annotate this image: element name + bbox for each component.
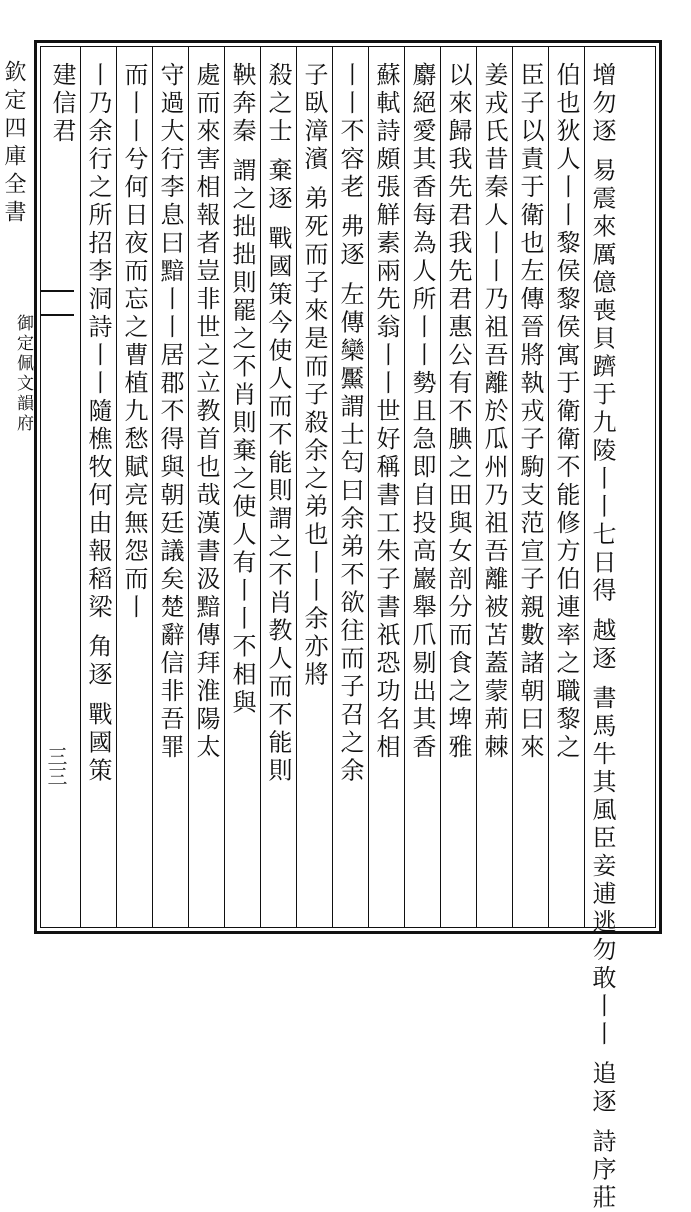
- text-column: 守過大行李息曰黯丨丨居郡不得與朝廷議矣楚辭信非吾罪: [156, 62, 184, 762]
- column-divider: [152, 46, 153, 928]
- text-column: 殺之士 棄逐 戰國策今使人而不能則謂之不肖教人而不能則: [264, 62, 292, 786]
- column-divider: [188, 46, 189, 928]
- text-column: 以來歸我先君我先君惠公有不腆之田與女剖分而食之埤雅: [444, 62, 472, 762]
- text-column: 伯也狄人丨丨黎侯黎侯寓于衛衛不能修方伯連率之職黎之: [552, 62, 580, 762]
- text-column: 臣子以責于衛也左傳晉將執戎子駒支范宣子親數諸朝曰來: [516, 62, 544, 762]
- text-column: 子臥漳濱 弟死而子來是而子殺余之弟也丨丨余亦將: [300, 62, 328, 690]
- column-divider: [440, 46, 441, 928]
- text-column: 處而來害相報者豈非世之立教首也哉漢書汲黯傳拜淮陽太: [192, 62, 220, 762]
- collection-title: 欽定四庫全書: [1, 60, 26, 228]
- text-column: 建信君: [48, 62, 76, 146]
- column-divider: [80, 46, 81, 928]
- column-divider: [224, 46, 225, 928]
- text-column: 鞅奔秦 謂之拙拙則罷之不肖則棄之使人有丨丨不相與: [228, 62, 256, 718]
- text-column: 丨丨不容老 弗逐 左傳欒黶謂士匄曰余弟不欲往而子召之余: [336, 62, 364, 786]
- column-divider: [584, 46, 585, 928]
- column-divider: [332, 46, 333, 928]
- text-column: 蘇軾詩頗張觧素兩先翁丨丨世好稱書工朱子書祇恐功名相: [372, 62, 400, 762]
- text-column: 麝絕愛其香每為人所丨丨勢且急即自投高巖舉爪剔出其香: [408, 62, 436, 762]
- column-divider: [296, 46, 297, 928]
- text-column: 姜戎氏昔秦人丨丨乃祖吾離於瓜州乃祖吾離被苫蓋蒙荊棘: [480, 62, 508, 762]
- text-column: 而丨丨兮何日夜而忘之曹植九愁賦亮無怨而丨: [120, 62, 148, 622]
- text-column: 增勿逐 易震來厲億喪貝躋于九陵丨丨七日得 越逐 書馬牛其風臣妾逋逃勿敢丨丨 追逐 詩序莊: [588, 62, 616, 1212]
- text-column: 丨乃余行之所招李洞詩丨丨隨樵牧何由報稻梁 角逐 戰國策: [84, 62, 112, 786]
- column-divider: [404, 46, 405, 928]
- leaf-number: 三三: [44, 746, 68, 786]
- column-divider: [368, 46, 369, 928]
- column-divider: [512, 46, 513, 928]
- column-divider: [260, 46, 261, 928]
- column-divider: [116, 46, 117, 928]
- column-divider: [476, 46, 477, 928]
- column-divider: [548, 46, 549, 928]
- book-title: 御定佩文韻府: [13, 314, 33, 434]
